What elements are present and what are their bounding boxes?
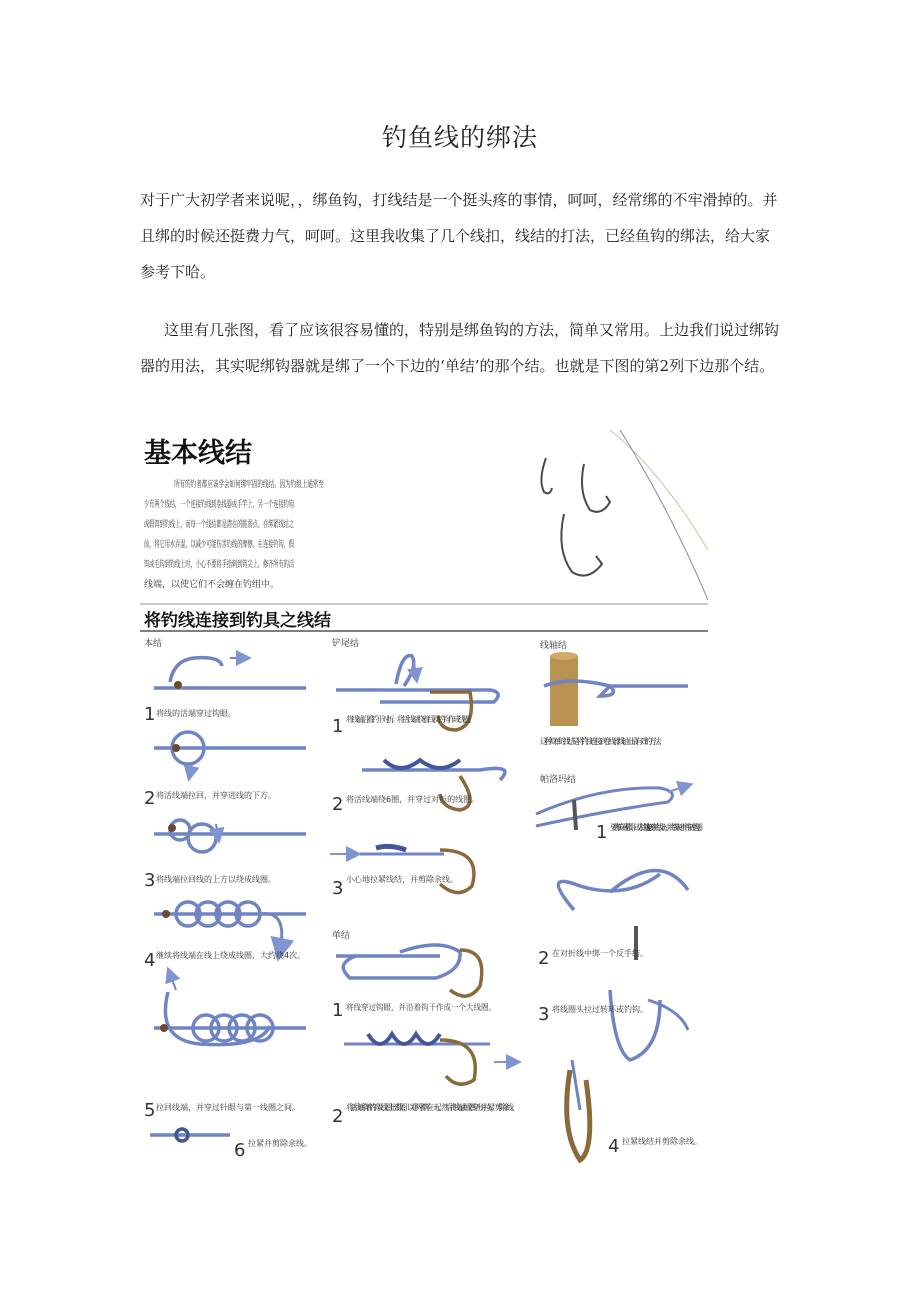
col1-steps — [144, 704, 312, 1161]
col3b-steps — [538, 822, 706, 1157]
figure-heading: 基本线结 — [144, 438, 252, 469]
knot-illustration — [140, 430, 708, 1178]
intro-line: 或假饵到钓线上，而每一个线结都是潜在的脆弱点。在绑紧线结之 — [144, 520, 406, 530]
step-number: 1 — [144, 704, 156, 725]
description-paragraph-text: 这里有几张图，看了应该很容易懂的，特别是绑鱼钩的方法，简单又常用。上边我们说过绑钩器的用法，其实呢绑钩器就是绑了一个下边的‘单结’的那个结。也就是下图的第2列下边那个结。 — [140, 321, 780, 375]
step-number: 1 — [332, 1000, 344, 1021]
step-text: 在对折线中绑一个反手结。 — [552, 949, 648, 958]
step-text: 要将转环或假饵，或大钓钩)连接到钓线上时，将线头对折并穿过钩圈。 — [610, 823, 707, 832]
step-number: 2 — [332, 1106, 344, 1127]
step-number: 4 — [608, 1136, 620, 1157]
step-text: 拉回线端，并穿过针眼与第一线圈之间。 — [156, 1103, 300, 1112]
intro-line: 所有的钓者都应该学会如何绑牢固的线结。因为钓组上通常至 — [174, 480, 418, 490]
step-number: 1 — [332, 716, 344, 737]
step-number: 2 — [144, 788, 156, 809]
step-text: 拉紧线结并剪除余线。 — [622, 1137, 702, 1146]
knot-label-improved: 本结 — [144, 639, 163, 649]
step-number: 2 — [332, 794, 344, 815]
knot-diagram-col2b — [336, 945, 514, 1084]
intro-line: 少有两个线结，一个连接钓线到卷线器或手竿上，另一个连接钓钩 — [144, 500, 406, 510]
knot-diagram-col3a — [544, 652, 688, 726]
step-number: 2 — [538, 948, 550, 969]
intro-paragraph: 对于广大初学者来说呢，，绑鱼钩，打线结是一个挺头疼的事情，呵呵，经常绑的不牢滑掉的。并且绑的时候还挺费力气，呵呵。这里我收集了几个线扣，线结的打法，已经鱼钩的绑法，给大家参考下哈。 — [140, 191, 778, 281]
knot-diagram-col3b — [536, 786, 688, 1160]
step-number: 1 — [596, 822, 608, 843]
intro-line: 线端，以使它们不会缠在钓组中。 — [144, 580, 280, 590]
knot-illustration-svg — [140, 430, 708, 1178]
step-text: 将线端沿着钓干对折。将活线端绕着线及钓钩作成线圈。 — [346, 715, 476, 724]
step-number: 5 — [144, 1100, 156, 1121]
step-text: 继续将线端在线上绕成线圈，大约绕4次。 — [156, 951, 306, 960]
step-text: 将活线端绕着钓钩及线圈上部数圈，以将两者绑在一起。然后将线端由线圈穿出并拉紧，剪除余线。 — [346, 1103, 518, 1112]
figure-subheading: 将钓线连接到钓具之线结 — [144, 611, 331, 631]
step-number: 6 — [234, 1140, 246, 1161]
step-text: 将线的活端穿过钩眼。 — [156, 709, 236, 718]
step-text: 将活线端绕6圈，并穿过对折的线圈。 — [346, 795, 480, 804]
knot-diagram-col2a — [330, 656, 505, 893]
col2b-steps — [332, 1000, 518, 1127]
knot-label-arbor: 线轴结 — [540, 641, 568, 651]
step-text: 将线圈头拉过转环或钓钩。 — [552, 1005, 648, 1014]
hooks-picture — [541, 430, 708, 600]
description-paragraph — [140, 312, 780, 384]
step-text: 将线端拉回线的上方以绕成线圈。 — [156, 875, 276, 884]
step-text: 将活线端拉回，并穿进线的下方。 — [156, 791, 276, 800]
step-number: 3 — [144, 870, 156, 891]
step-number: 4 — [144, 950, 156, 971]
arbor-note: 这种简单的线结是将钓线连接到卷线器线轴上最有效的方法。 — [540, 737, 666, 746]
intro-line: 饵或毛钩到钓线上时，小心不要将手指刺到钩尖上。修齐所有的活 — [144, 560, 406, 570]
step-text: 拉紧并剪除余线。 — [248, 1139, 312, 1148]
step-text: 小心地拉紧线结，并剪除余线。 — [346, 875, 458, 884]
step-number: 3 — [332, 878, 344, 899]
intro-line: 前，将它用水弄湿，以减少可能伤害钓线的摩擦。在连接钓钩、假 — [144, 540, 406, 550]
page-title: 钓鱼线的绑法 — [381, 123, 538, 152]
step-number: 3 — [538, 1004, 550, 1025]
knot-label-palomar: 帕洛玛结 — [540, 775, 577, 785]
knot-label-snell: 铲尾结 — [332, 639, 360, 649]
step-text: 将线穿过钩眼，并沿着钩干作成一个大线圈。 — [346, 1003, 506, 1012]
col2a-steps — [332, 714, 479, 899]
knot-diagram-col1 — [150, 658, 306, 1141]
knot-label-uni: 单结 — [332, 931, 351, 941]
figure-intro — [144, 478, 418, 590]
